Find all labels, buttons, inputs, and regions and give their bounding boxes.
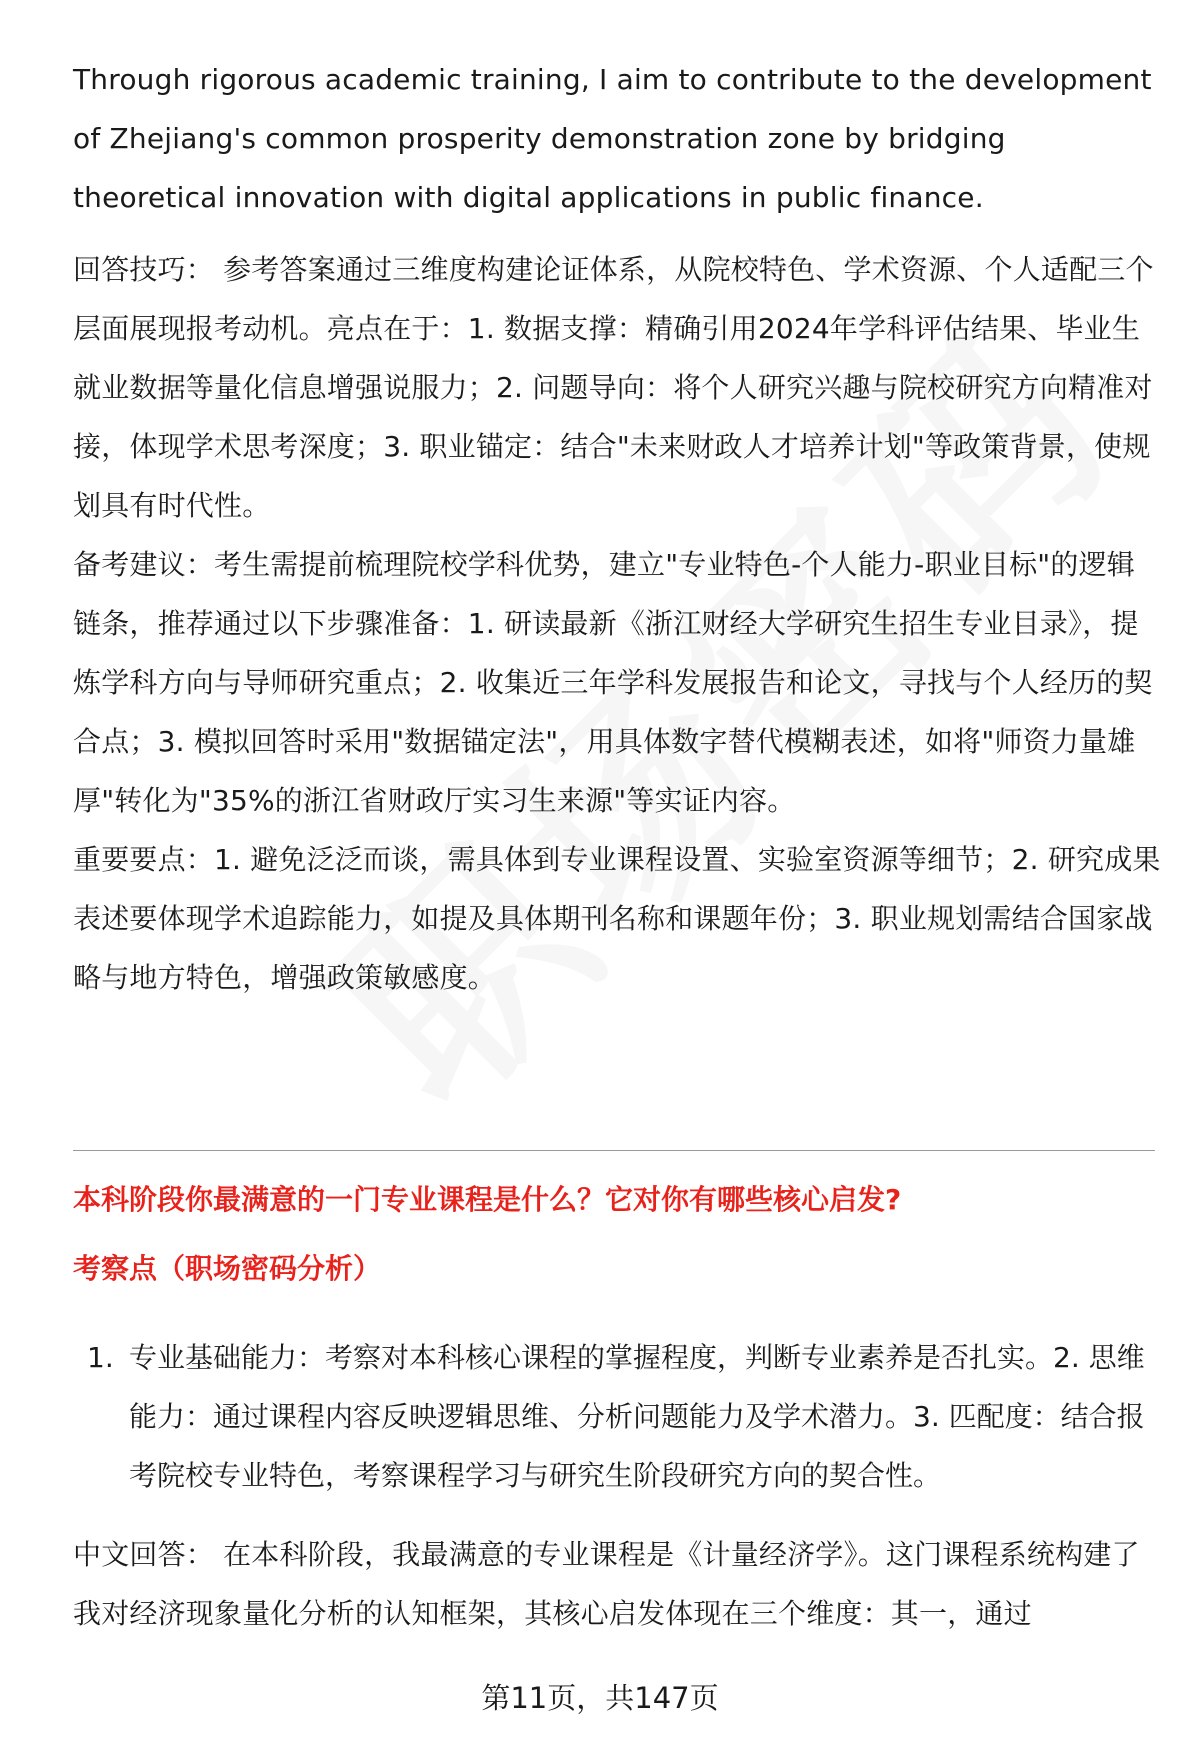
list-item-text: 专业基础能力：考察对本科核心课程的掌握程度，判断专业素养是否扎实。2. 思维能力：通过课程内容反映逻辑思维、分析问题能力及学术潜力。3. 匹配度：结合报考院校专业特色，考察课程学习与研究生阶段研究方向的契合性。 — [129, 1341, 1145, 1492]
page-footer: 第11页，共147页 — [481, 1681, 719, 1715]
section-divider — [73, 1150, 1155, 1151]
exam-point-list — [73, 1328, 1163, 1505]
exam-point-title: 考察点（职场密码分析） — [73, 1252, 382, 1285]
question-title: 本科阶段你最满意的一门专业课程是什么？它对你有哪些核心启发? — [73, 1183, 902, 1216]
key-points-paragraph: 重要要点：1. 避免泛泛而谈，需具体到专业课程设置、实验室资源等细节；2. 研究成果表述要体现学术追踪能力，如提及具体期刊名称和课题年份；3. 职业规划需结合国家战略与地方特色，增强政策敏感度。 — [73, 843, 1161, 994]
answer-tips-paragraph: 回答技巧： 参考答案通过三维度构建论证体系，从院校特色、学术资源、个人适配三个层面展现报考动机。亮点在于：1. 数据支撑：精确引用2024年学科评估结果、毕业生就业数据等量化信息增强说服力；2. 问题导向：将个人研究兴趣与院校研究方向精准对接，体现学术思考深度；3. 职业锚定：结合"未来财政人才培养计划"等政策背景，使规划具有时代性。 — [73, 253, 1154, 522]
intro-paragraph: Through rigorous academic training, I aim to contribute to the development of Zhejiang's common prosperity demonstration zone by bridging theoretical innovation with digital applications in public finance. — [73, 63, 1152, 214]
list-item-number: 1. — [87, 1341, 114, 1374]
prep-advice-paragraph: 备考建议：考生需提前梳理院校学科优势，建立"专业特色-个人能力-职业目标"的逻辑链条，推荐通过以下步骤准备：1. 研读最新《浙江财经大学研究生招生专业目录》，提炼学科方向与导师研究重点；2. 收集近三年学科发展报告和论文，寻找与个人经历的契合点；3. 模拟回答时采用"数据锚定法"，用具体数字替代模糊表述，如将"师资力量雄厚"转化为"35%的浙江省财政厅实习生来源"等实证内容。 — [73, 548, 1153, 817]
chinese-answer-paragraph: 中文回答： 在本科阶段，我最满意的专业课程是《计量经济学》。这门课程系统构建了我对经济现象量化分析的认知框架，其核心启发体现在三个维度：其一，通过 — [73, 1538, 1140, 1630]
